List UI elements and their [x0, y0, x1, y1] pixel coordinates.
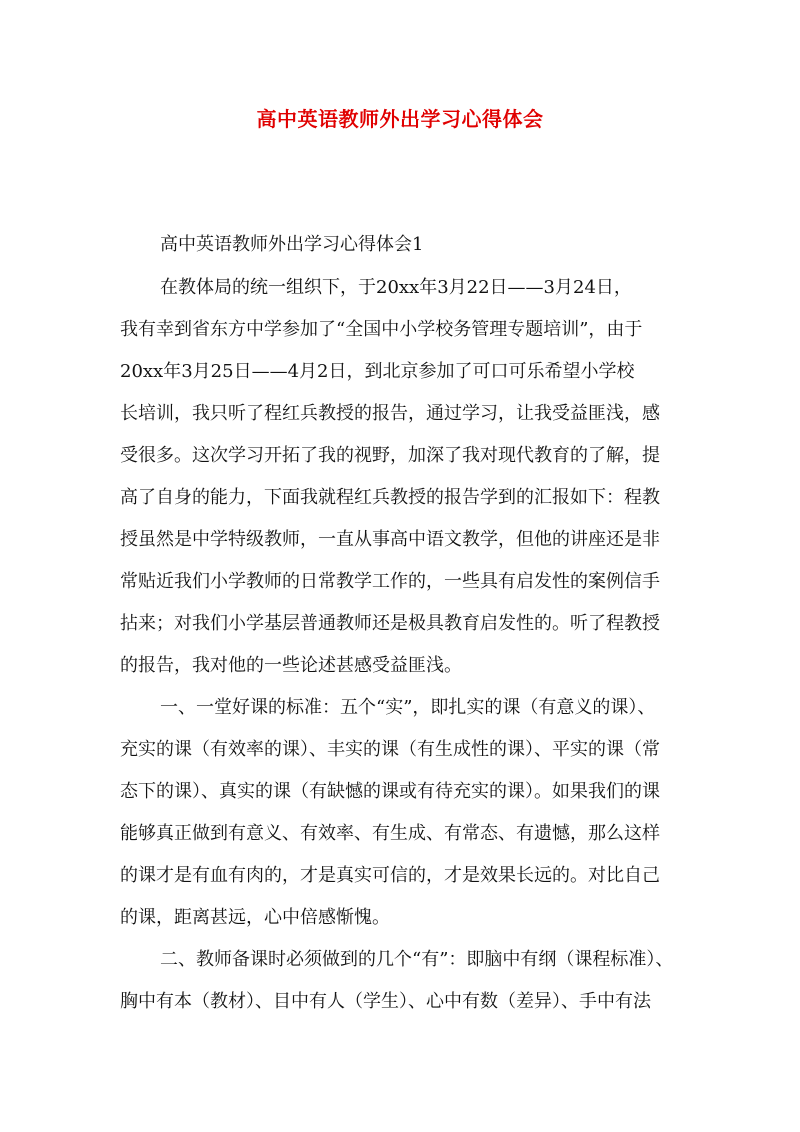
- paragraph-line: 能够真正做到有意义、有效率、有生成、有常态、有遗憾，那么这样: [120, 823, 660, 844]
- paragraph-line: 我有幸到省东方中学参加了“全国中小学校务管理专题培训”，由于: [120, 319, 643, 340]
- paragraph-line: 胸中有本（教材）、目中有人（学生）、心中有数（差异）、手中有法: [120, 991, 651, 1012]
- paragraph-line: 高了自身的能力，下面我就程红兵教授的报告学到的汇报如下：程教: [120, 487, 660, 508]
- document-title: 高中英语教师外出学习心得体会: [256, 107, 544, 131]
- paragraph-line: 20xx年3月25日——4月2日，到北京参加了可口可乐希望小学校: [120, 361, 635, 382]
- paragraph-line: 的课，距离甚远，心中倍感惭愧。: [120, 907, 390, 928]
- paragraph-line: 长培训，我只听了程红兵教授的报告，通过学习，让我受益匪浅，感: [120, 403, 660, 424]
- paragraph-line: 二、教师备课时必须做到的几个“有”：即脑中有纲（课程标准）、: [160, 949, 674, 970]
- paragraph-line: 受很多。这次学习开拓了我的视野，加深了我对现代教育的了解，提: [120, 445, 660, 466]
- paragraph-line: 在教体局的统一组织下，于20xx年3月22日——3月24日，: [160, 277, 632, 298]
- paragraph-line: 充实的课（有效率的课）、丰实的课（有生成性的课）、平实的课（常: [120, 739, 660, 760]
- paragraph-line: 授虽然是中学特级教师，一直从事高中语文教学，但他的讲座还是非: [120, 529, 660, 550]
- paragraph-line: 拈来；对我们小学基层普通教师还是极具教育启发性的。听了程教授: [120, 613, 660, 634]
- paragraph-line: 常贴近我们小学教师的日常教学工作的，一些具有启发性的案例信手: [120, 571, 660, 592]
- paragraph-line: 的报告，我对他的一些论述甚感受益匪浅。: [120, 655, 462, 676]
- paragraph-line: 态下的课）、真实的课（有缺憾的课或有待充实的课）。如果我们的课: [120, 781, 660, 802]
- paragraph-line: 一、一堂好课的标准：五个“实”，即扎实的课（有意义的课）、: [160, 697, 656, 718]
- paragraph-line: 的课才是有血有肉的，才是真实可信的，才是效果长远的。对比自己: [120, 865, 660, 886]
- section-heading: 高中英语教师外出学习心得体会1: [160, 234, 424, 255]
